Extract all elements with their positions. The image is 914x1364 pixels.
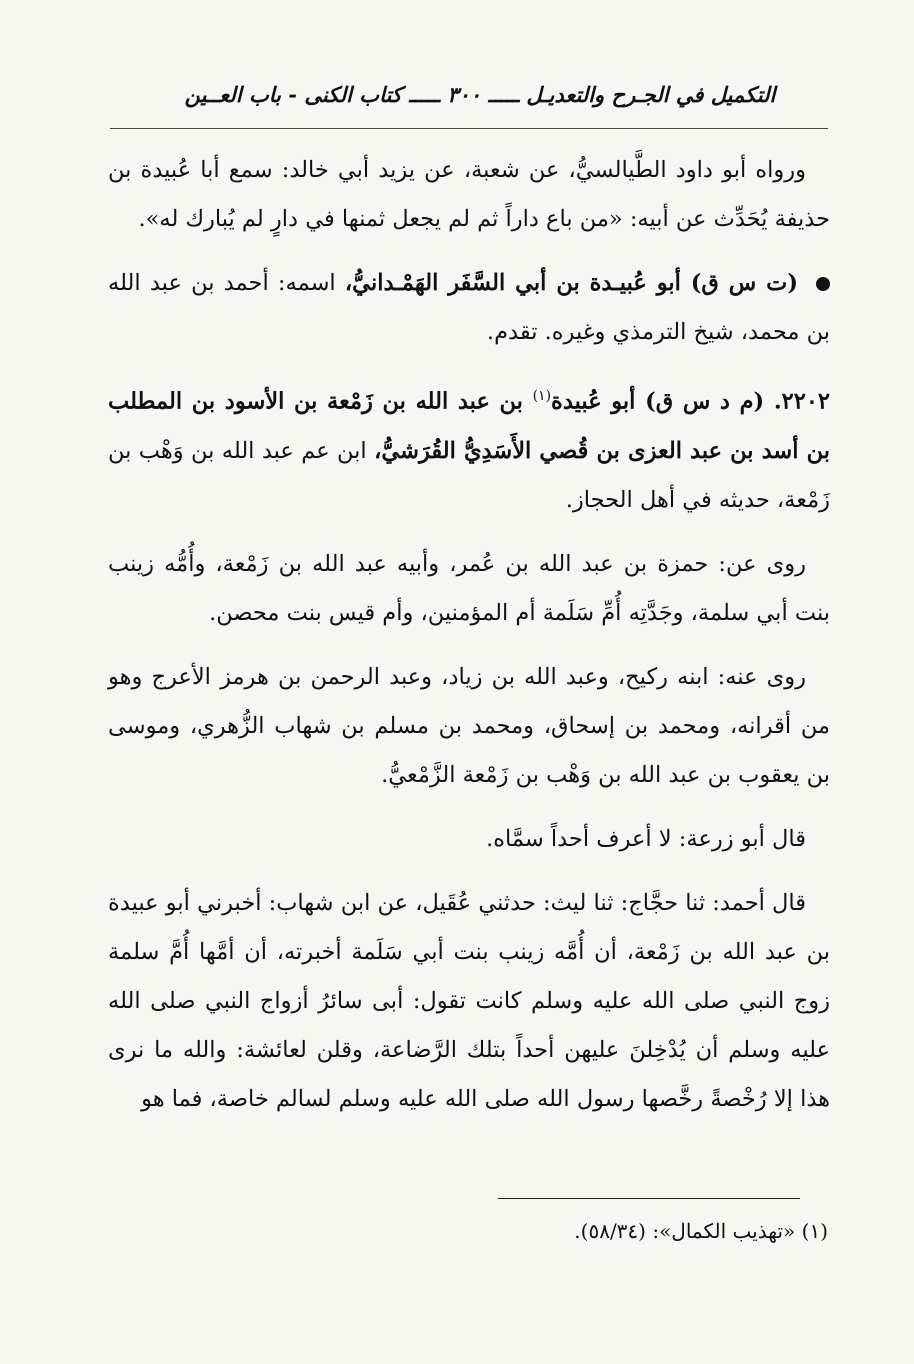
bullet-icon <box>816 277 830 291</box>
footnote: (١) «تهذيب الكمال»: (٥٨/٣٤). <box>574 1219 828 1243</box>
paragraph-1: ورواه أبو داود الطَّيالسيُّ، عن شعبة، عن يزيد أبي خالد: سمع أبا عُبيدة بن حذيفة يُحَدِّث عن أبيه: «من باع داراً ثم لم يجعل ثمنها في دارٍ لم يُبارك له». <box>108 157 830 232</box>
entry-heading: (ت س ق) أبو عُبيـدة بن أبي السَّفَر الهَمْـدانيُّ، <box>344 270 798 296</box>
footnote-marker: (١) <box>532 388 552 404</box>
footnote-rule <box>498 1198 800 1199</box>
main-text <box>108 146 830 1139</box>
entry-text: ابن عم عبد الله بن وَهْب بن زَمْعة، حديثه في أهل الحجاز. <box>108 437 830 513</box>
paragraph-ahmad: قال أحمد: ثنا حجَّاج: ثنا ليث: حدثني عُقَيل، عن ابن شهاب: أخبرني أبو عبيدة بن عبد الله بن زَمْعة، أن أُمَّه زينب بنت أبي سَلَمة أخبرته، أن أمَّها أُمَّ سلمة زوج النبي صلى الله عليه وسلم كانت تقول: أبى سائرُ أزواج النبي صلى الله عليه وسلم أن يُدْخِلنَ عليهن أحداً بتلك الرَّضاعة، وقلن لعائشة: والله ما نرى هذا إلا رُخْصةً رخَّصها رسول الله صلى الله عليه وسلم لسالم خاصة، فما هو <box>108 889 830 1112</box>
paragraph-narrated-by: روى عنه: ابنه ركيح، وعبد الله بن زياد، وعبد الرحمن بن هرمز الأعرج وهو من أقرانه، ومحمد بن إسحاق، ومحمد بن مسلم بن شهاب الزُّهري، وموسى بن يعقوب بن عبد الله بن وَهْب بن زَمْعة الزَّمْعيُّ. <box>108 663 830 788</box>
entry-lineage: بن عبد الله بن زَمْعة بن الأسود بن المطلب بن أسد بن عبد العزى بن قُصي الأَسَدِيُّ القُرَشيُّ، <box>108 388 830 464</box>
entry-text: اسمه: أحمد بن عبد الله بن محمد، شيخ الترمذي وغيره. تقدم. <box>108 270 830 345</box>
entry-number-heading: ٢٢٠٢. (م د س ق) أبو عُبيدة <box>551 388 830 415</box>
entry-2202 <box>108 372 830 525</box>
paragraph-narrated-from: روى عن: حمزة بن عبد الله بن عُمر، وأبيه عبد الله بن زَمْعة، وأُمُّه زينب بنت أبي سلمة، وجَدَّتِه أُمِّ سَلَمة أم المؤمنين، وأم قيس بنت محصن. <box>108 550 830 626</box>
running-header: التكميل في الجـرح والتعديـل ـــــ ٣٠٠ ـــــ كتاب الكنى - باب العــين <box>184 82 776 107</box>
header-rule <box>110 128 828 129</box>
paragraph-abu-zura: قال أبو زرعة: لا أعرف أحداً سمَّاه. <box>486 825 806 852</box>
entry-abu-ubaida-hamdani <box>108 259 830 357</box>
